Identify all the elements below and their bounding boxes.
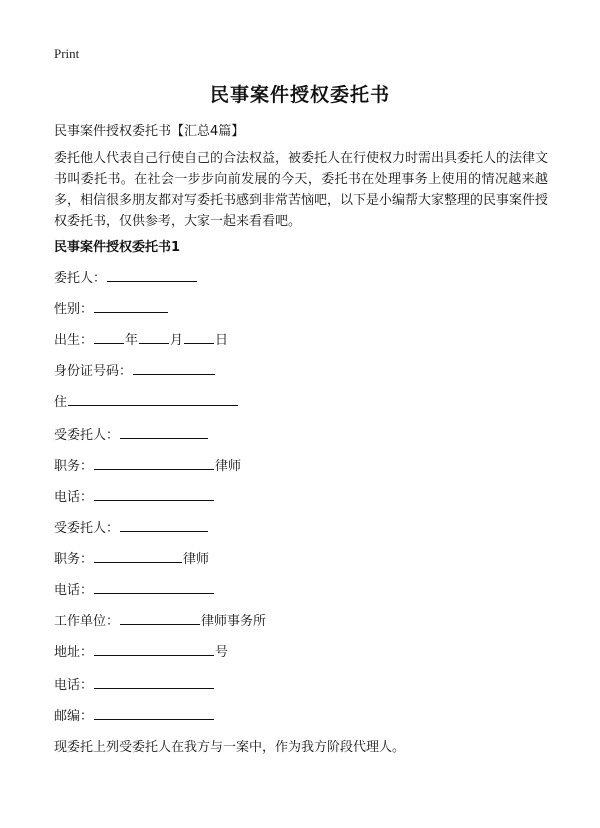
gender-label: 性别： xyxy=(54,302,94,317)
id-number-label: 身份证号码： xyxy=(54,364,133,379)
gender-blank[interactable] xyxy=(94,298,168,313)
postcode-label: 邮编： xyxy=(54,709,94,724)
birth-month-label: 月 xyxy=(170,333,184,348)
agent2-position-label: 职务： xyxy=(54,552,94,567)
document-subtitle: 民事案件授权委托书【汇总4篇】 xyxy=(54,124,245,139)
closing-paragraph: 现委托上列受委托人在我方与一案中，作为我方阶段代理人。 xyxy=(54,740,406,755)
agent2-phone-blank[interactable] xyxy=(94,579,214,594)
agent2-blank[interactable] xyxy=(120,517,208,532)
phone-field xyxy=(54,674,215,692)
agent2-phone-field xyxy=(54,579,215,597)
agent2-position-field xyxy=(54,548,209,566)
agent2-position-blank[interactable] xyxy=(94,548,182,563)
birth-month-blank[interactable] xyxy=(139,329,169,344)
residence-label: 住 xyxy=(54,395,68,410)
birth-day-blank[interactable] xyxy=(184,329,214,344)
principal-field xyxy=(54,267,198,285)
birth-year-blank[interactable] xyxy=(94,329,124,344)
address-suffix: 号 xyxy=(215,645,229,660)
phone-blank[interactable] xyxy=(94,674,214,689)
address-blank[interactable] xyxy=(94,641,214,656)
agent1-position-label: 职务： xyxy=(54,459,94,474)
agent1-position-suffix: 律师 xyxy=(215,459,242,474)
section-heading: 民事案件授权委托书1 xyxy=(54,240,181,255)
work-unit-blank[interactable] xyxy=(120,610,200,625)
work-unit-suffix: 律师事务所 xyxy=(201,614,267,629)
gender-field xyxy=(54,298,169,316)
address-label: 地址： xyxy=(54,645,94,660)
residence-blank[interactable] xyxy=(68,391,238,406)
postcode-blank[interactable] xyxy=(94,705,214,720)
principal-label: 委托人： xyxy=(54,271,107,286)
document-title: 民事案件授权委托书 xyxy=(209,84,390,106)
principal-blank[interactable] xyxy=(107,267,197,282)
agent1-label: 受委托人： xyxy=(54,428,120,443)
print-link[interactable]: Print xyxy=(54,46,80,61)
work-unit-label: 工作单位： xyxy=(54,614,120,629)
postcode-field xyxy=(54,705,215,723)
agent2-field xyxy=(54,517,209,535)
phone-label: 电话： xyxy=(54,678,94,693)
agent1-position-blank[interactable] xyxy=(94,455,214,470)
agent2-label: 受委托人： xyxy=(54,521,120,536)
residence-field xyxy=(54,391,239,409)
agent2-phone-label: 电话： xyxy=(54,583,94,598)
work-unit-field xyxy=(54,610,266,628)
agent1-blank[interactable] xyxy=(120,424,208,439)
id-number-blank[interactable] xyxy=(133,360,215,375)
birth-year-label: 年 xyxy=(125,333,139,348)
birth-label: 出生： xyxy=(54,333,94,348)
agent1-phone-blank[interactable] xyxy=(94,486,214,501)
agent1-position-field xyxy=(54,455,241,473)
intro-paragraph: 委托他人代表自己行使自己的合法权益，被委托人在行使权力时需出具委托人的法律文书叫委托书。在社会一步步向前发展的今天，委托书在处理事务上使用的情况越来越多，相信很多朋友都对写委托书感到非常苦恼吧，以下是小编帮大家整理的民事案件授权委托书，仅供参考，大家一起来看看吧。 xyxy=(54,151,549,229)
id-number-field xyxy=(54,360,216,378)
agent1-field xyxy=(54,424,209,442)
agent2-position-suffix: 律师 xyxy=(183,552,210,567)
birth-day-label: 日 xyxy=(215,333,229,348)
birth-field xyxy=(54,329,228,347)
agent1-phone-field xyxy=(54,486,215,504)
address-field xyxy=(54,641,228,659)
agent1-phone-label: 电话： xyxy=(54,490,94,505)
